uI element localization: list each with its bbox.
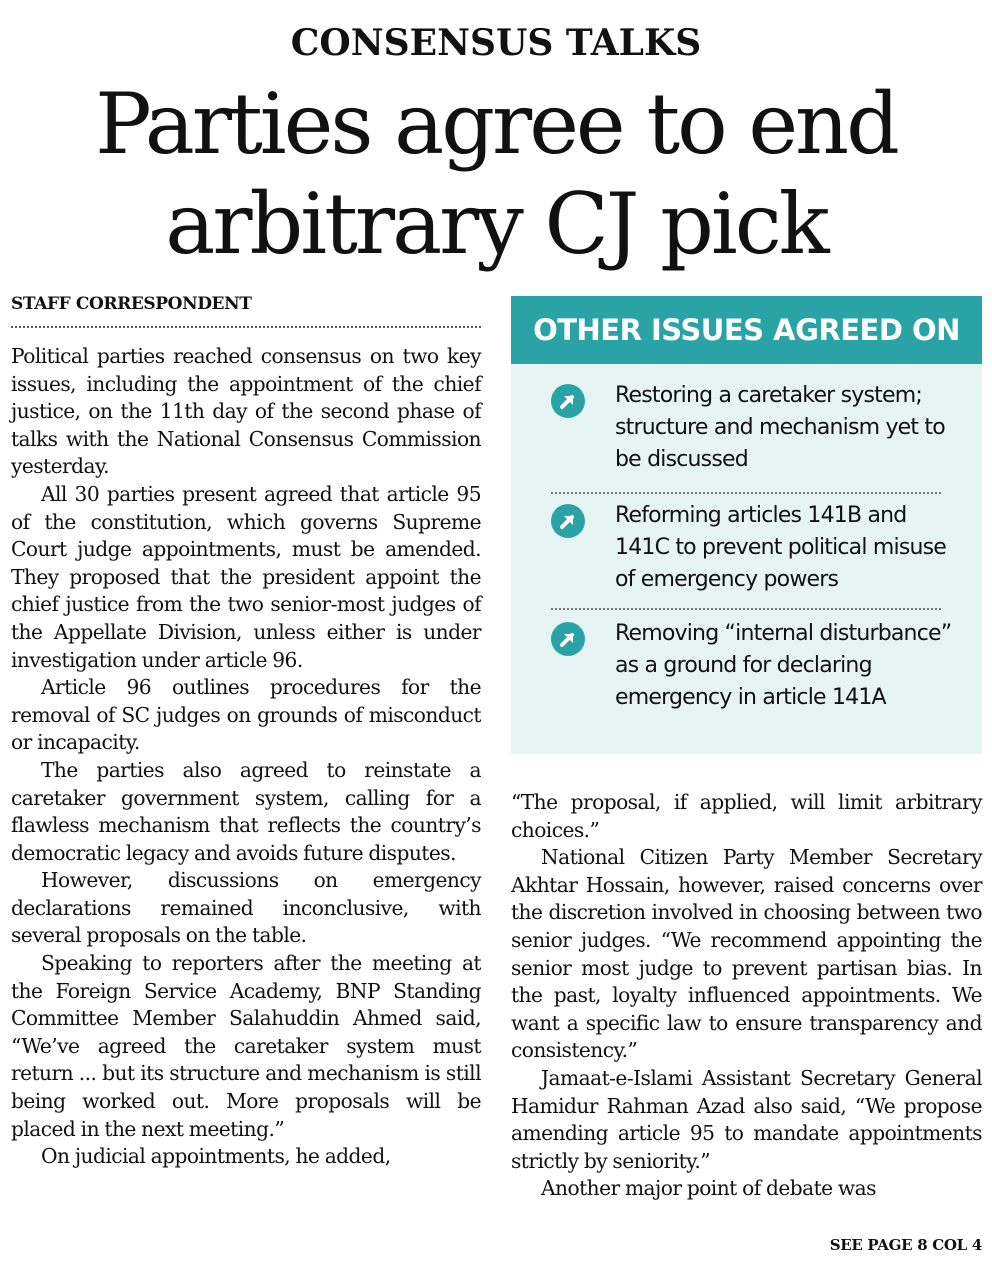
headline-line-2: arbitrary CJ pick xyxy=(165,175,827,273)
paragraph: Jamaat-e-Islami Assistant Secretary General Hamidur Rahman Azad also said, “We propose amending article 95 to mandate appointments strictly by seniority.” xyxy=(511,1065,982,1173)
arrow-up-right-icon xyxy=(551,622,585,656)
sidebar-item-text xyxy=(615,500,955,596)
paragraph: Article 96 outlines procedures for the removal of SC judges on grounds of misconduct or incapacity. xyxy=(11,675,481,755)
byline-divider xyxy=(11,326,481,328)
paragraph: “The proposal, if applied, will limit arbitrary choices.” xyxy=(511,790,982,842)
arrow-up-right-icon xyxy=(551,384,585,418)
paragraph: Speaking to reporters after the meeting at the Foreign Service Academy, BNP Standing Committee Member Salahuddin Ahmed said, “We’ve agreed the caretaker system must return ... but its structure and mechanism is still being worked out. More proposals will be placed in the next meeting.” xyxy=(11,951,481,1141)
paragraph: The parties also agreed to reinstate a caretaker government system, calling for a flawless mechanism that reflects the country’s democratic legacy and avoids future disputes. xyxy=(11,757,481,865)
sidebar-item-line: be discussed xyxy=(615,447,748,472)
article-column-left xyxy=(11,343,481,1171)
paragraph: However, discussions on emergency declarations remained inconclusive, with several proposals on the table. xyxy=(11,868,481,948)
sidebar-item-line: of emergency powers xyxy=(615,567,839,592)
jump-reference: SEE PAGE 8 COL 4 xyxy=(829,1236,982,1254)
sidebar-item-text xyxy=(615,380,955,476)
sidebar-item-line: emergency in article 141A xyxy=(615,685,886,710)
sidebar-item xyxy=(551,380,945,480)
sidebar-item-line: Removing “internal disturbance” xyxy=(615,621,952,646)
kicker: CONSENSUS TALKS xyxy=(290,22,702,64)
sidebar-item-line: Reforming articles 141B and xyxy=(615,503,907,528)
byline: STAFF CORRESPONDENT xyxy=(11,294,252,314)
sidebar-box xyxy=(511,296,982,754)
paragraph: National Citizen Party Member Secretary Akhtar Hossain, however, raised concerns over the discretion involved in choosing between two senior judges. “We recommend appointing the senior most judge to prevent partisan bias. In the past, loyalty influenced appointments. We want a specific law to ensure transparency and consistency.” xyxy=(511,845,982,1063)
paragraph: Another major point of debate was xyxy=(541,1176,876,1201)
arrow-up-right-icon xyxy=(551,504,585,538)
sidebar-item-line: structure and mechanism yet to xyxy=(615,415,945,440)
sidebar-item-line: 141C to prevent political misuse xyxy=(615,535,947,560)
sidebar-item xyxy=(551,500,947,600)
headline-line-1: Parties agree to end xyxy=(95,75,897,173)
article-column-right xyxy=(511,789,982,1203)
sidebar-divider xyxy=(551,492,941,494)
sidebar-item-line: Restoring a caretaker system; xyxy=(615,383,922,408)
sidebar-item-line: as a ground for declaring xyxy=(615,653,872,678)
sidebar-item xyxy=(551,618,952,718)
paragraph: On judicial appointments, he added, xyxy=(41,1144,391,1169)
sidebar-divider xyxy=(551,608,941,610)
paragraph: All 30 parties present agreed that article 95 of the constitution, which governs Supreme Court judge appointments, must be amended. They proposed that the president appoint the chief justice from the two senior-most judges of the Appellate Division, unless either is under investigation under article 96. xyxy=(11,481,481,672)
paragraph: Political parties reached consensus on two key issues, including the appointment of the chief justice, on the 11th day of the second phase of talks with the National Consensus Commission yesterday. xyxy=(11,344,481,479)
sidebar-title: OTHER ISSUES AGREED ON xyxy=(511,296,982,364)
sidebar-item-text xyxy=(615,618,955,714)
headline xyxy=(0,74,992,274)
